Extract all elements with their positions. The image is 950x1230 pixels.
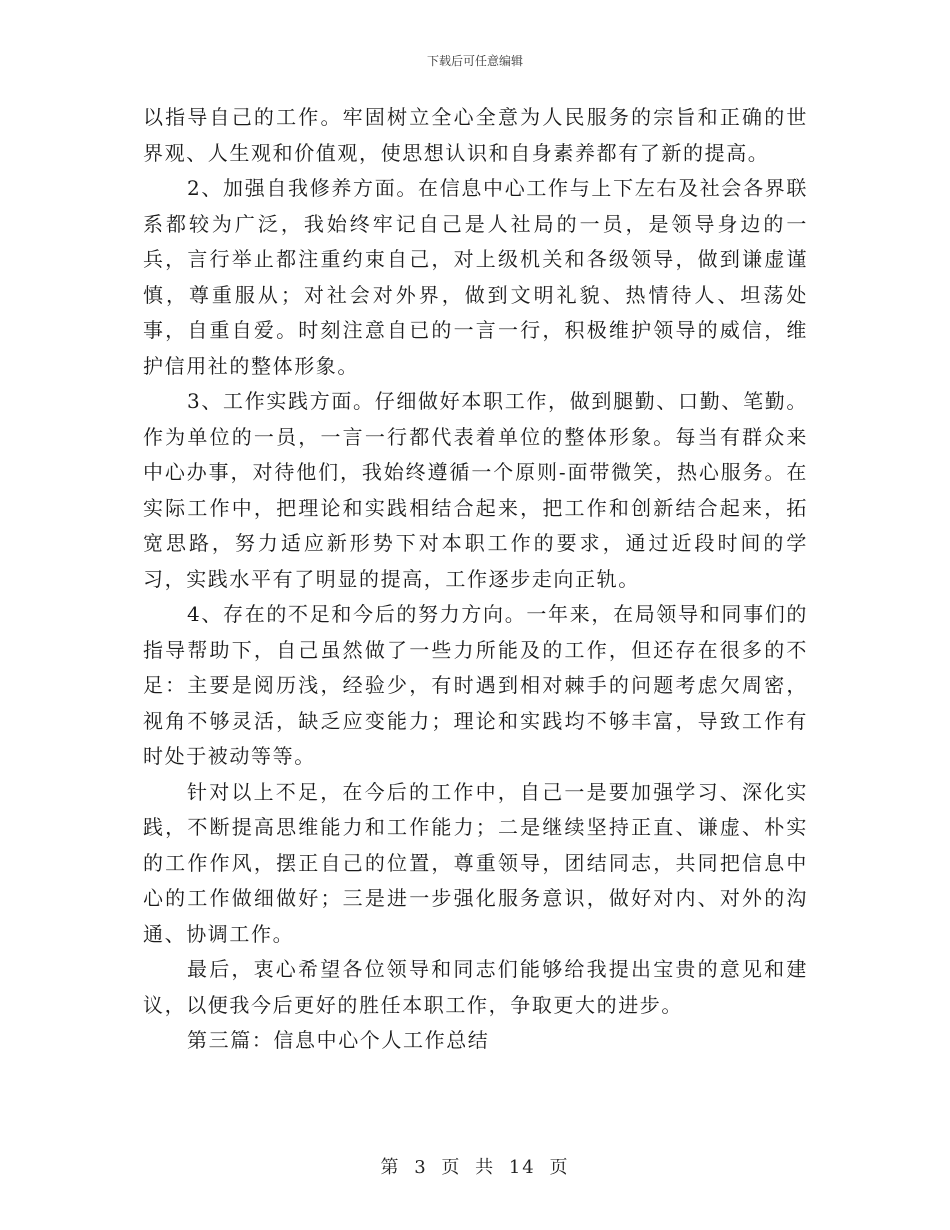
paragraph-closing: 最后，衷心希望各位领导和同志们能够给我提出宝贵的意见和建议，以便我今后更好的胜任本职工作，争取更大的进步。: [143, 957, 808, 1017]
paragraph-continuation: 以指导自己的工作。牢固树立全心全意为人民服务的宗旨和正确的世界观、人生观和价值观，使思想认识和自身素养都有了新的提高。: [143, 105, 808, 165]
paragraph-self-cultivation: 2、加强自我修养方面。在信息中心工作与上下左右及社会各界联系都较为广泛，我始终牢记自己是人社局的一员，是领导身边的一兵，言行举止都注重约束自己，对上级机关和各级领导，做到谦虚谨慎，尊重服从；对社会对外界，做到文明礼貌、热情待人、坦荡处事，自重自爱。时刻注意自已的一言一行，积极维护领导的威信，维护信用社的整体形象。: [143, 176, 808, 378]
paragraph-improvement-plan: 针对以上不足，在今后的工作中，自己一是要加强学习、深化实践，不断提高思维能力和工作能力；二是继续坚持正直、谦虚、朴实的工作作风，摆正自己的位置，尊重领导，团结同志，共同把信息中心的工作做细做好；三是进一步强化服务意识，做好对内、对外的沟通、协调工作。: [143, 779, 808, 946]
page-header: 下载后可任意编辑: [426, 54, 523, 68]
paragraph-shortcomings: 4、存在的不足和今后的努力方向。一年来，在局领导和同事们的指导帮助下，自己虽然做了一些力所能及的工作，但还存在很多的不足：主要是阅历浅，经验少，有时遇到相对棘手的问题考虑欠周密，视角不够灵活，缺乏应变能力；理论和实践均不够丰富，导致工作有时处于被动等等。: [143, 602, 808, 768]
section-heading: 第三篇：信息中心个人工作总结: [187, 1028, 490, 1052]
page-number: 第 3 页 共 14 页: [380, 1157, 570, 1178]
document-body: [143, 100, 808, 1059]
paragraph-work-practice: 3、工作实践方面。仔细做好本职工作，做到腿勤、口勤、笔勤。作为单位的一员，一言一行都代表着单位的整体形象。每当有群众来中心办事，对待他们，我始终遵循一个原则-面带微笑，热心服务。在实际工作中，把理论和实践相结合起来，把工作和创新结合起来，拓宽思路，努力适应新形势下对本职工作的要求，通过近段时间的学习，实践水平有了明显的提高，工作逐步走向正轨。: [143, 389, 808, 591]
